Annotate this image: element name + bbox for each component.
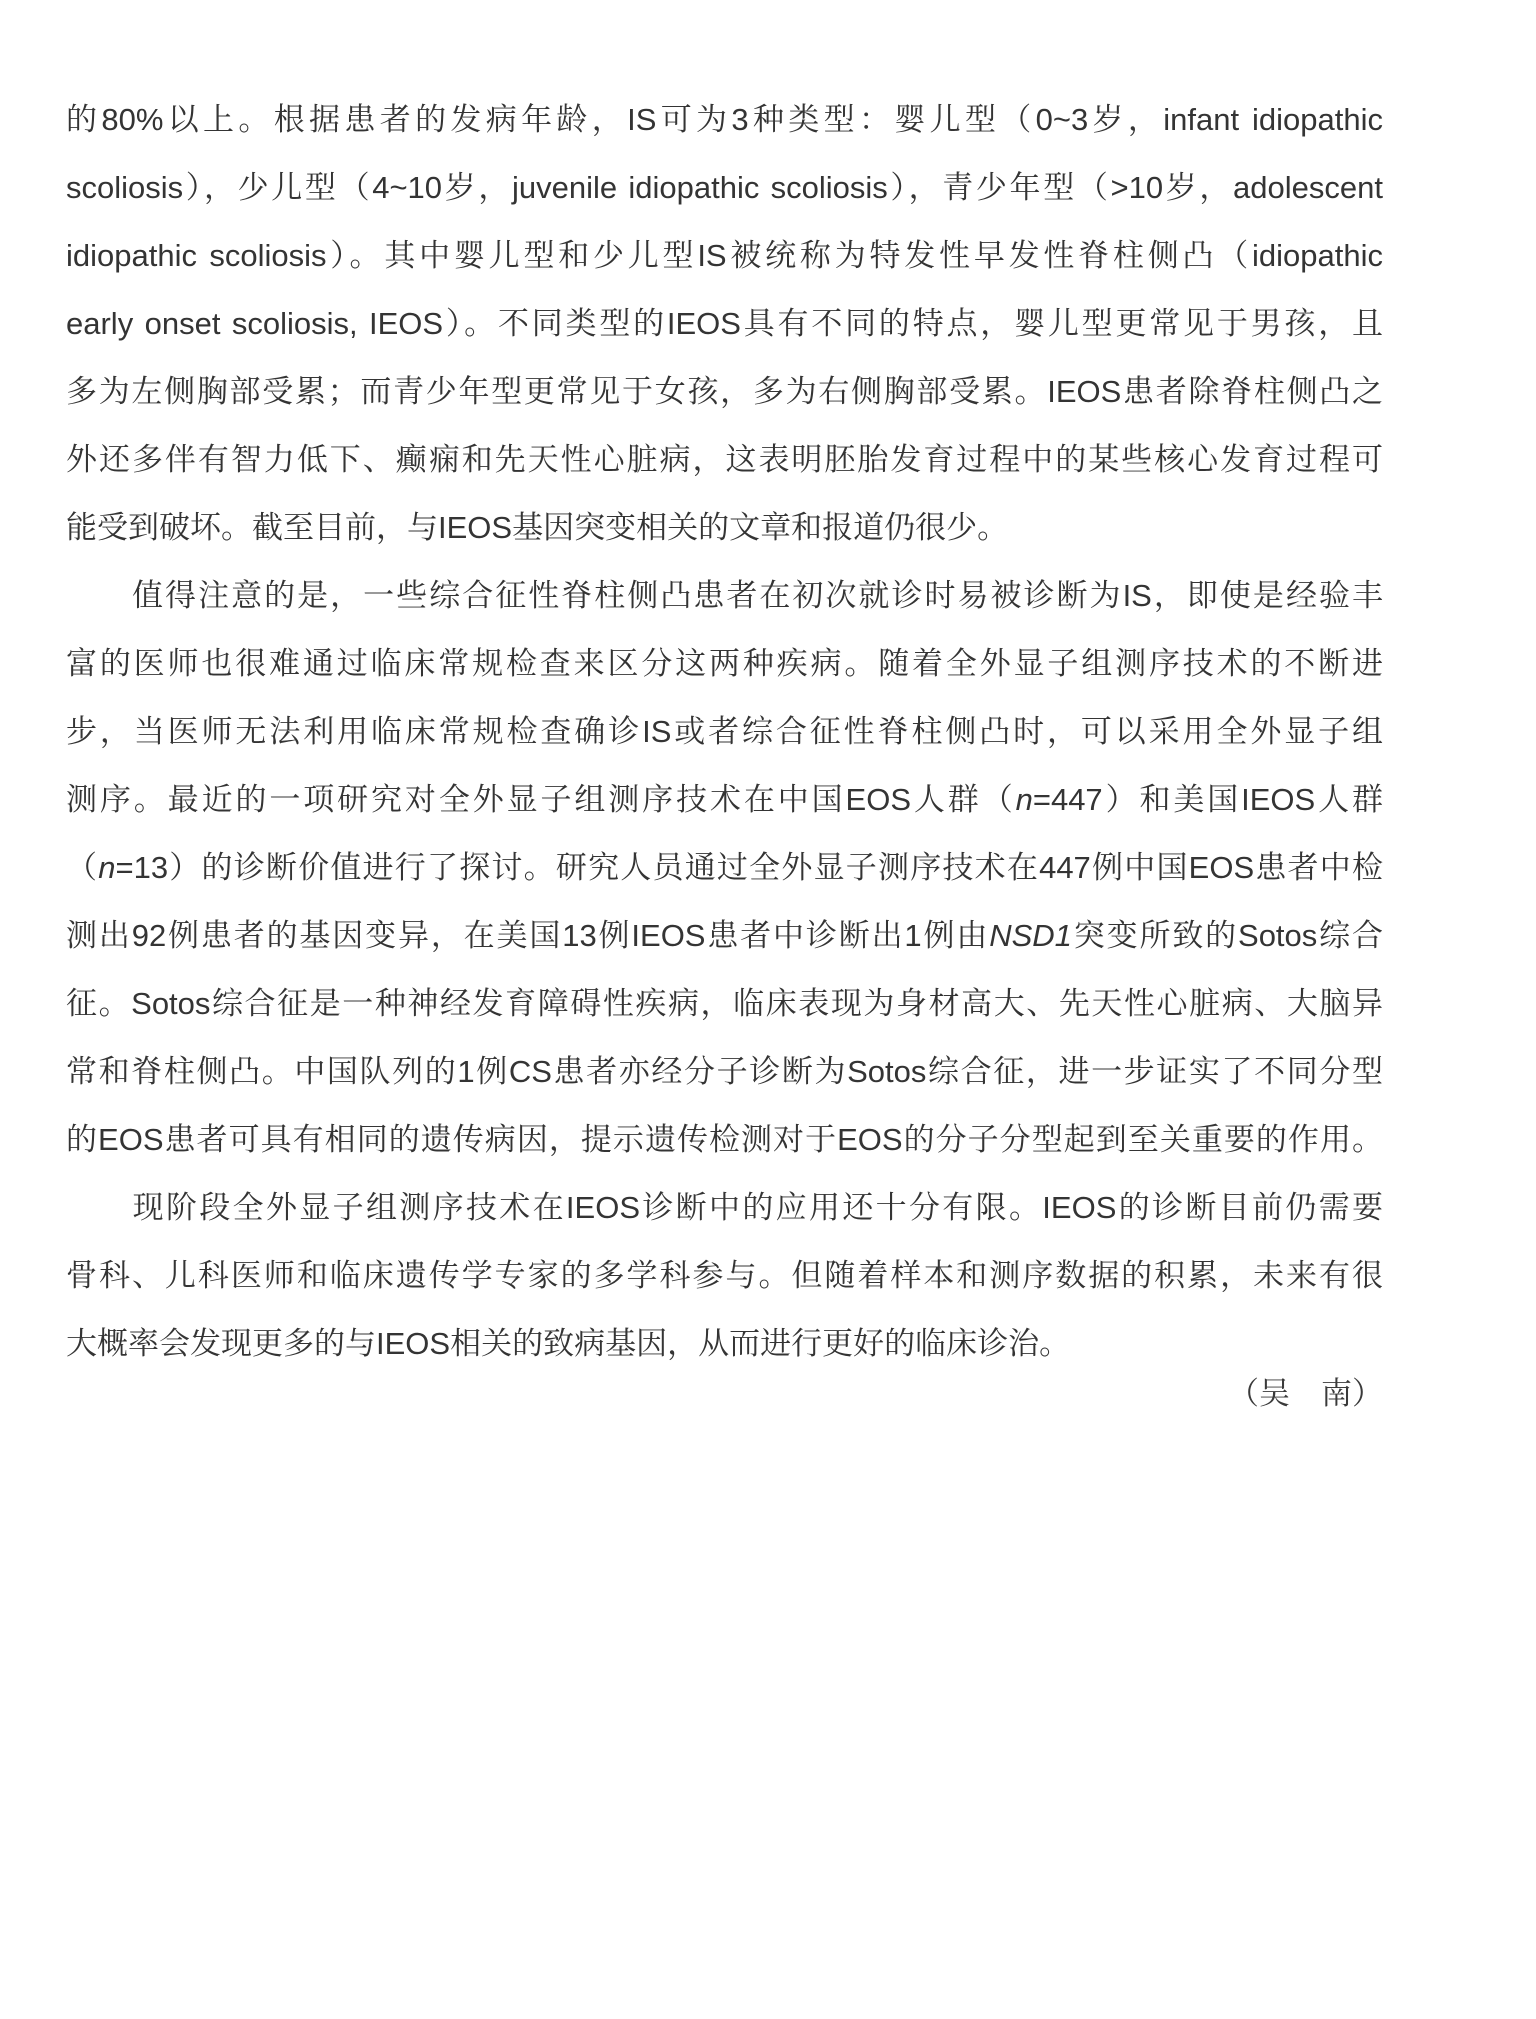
text-segment: 大概率会发现更多的与IEOS相关的致病基因，从而进行更好的临床诊治。: [66, 1326, 1071, 1361]
text-segment: 值得注意的是，一些综合征性脊柱侧凸患者在初次就诊时易被诊断为IS，即使是经验丰: [66, 578, 1383, 613]
text-segment: （: [66, 850, 99, 885]
paragraph-2: [66, 562, 1383, 1174]
text-segment: 能受到破坏。截至目前，与IEOS基因突变相关的文章和报道仍很少。: [66, 510, 1009, 545]
text-segment: idiopathic scoliosis）。其中婴儿型和少儿型IS被统称为特发性早发性脊柱侧凸（idiopathic: [66, 238, 1383, 273]
text-line: [66, 154, 1383, 222]
text-line: [66, 358, 1383, 426]
text-line: [66, 290, 1383, 358]
text-segment: 的EOS患者可具有相同的遗传病因，提示遗传检测对于EOS的分子分型起到至关重要的作用。: [66, 1122, 1383, 1157]
text-segment: 测序。最近的一项研究对全外显子组测序技术在中国EOS人群（: [66, 782, 1016, 817]
italic-term: NSD1: [989, 918, 1072, 953]
text-line: [66, 222, 1383, 290]
text-line: [66, 766, 1383, 834]
text-line: [66, 698, 1383, 766]
text-line: [66, 630, 1383, 698]
text-line: [66, 494, 1383, 562]
text-line: [66, 1174, 1383, 1242]
text-segment: =13）的诊断价值进行了探讨。研究人员通过全外显子测序技术在447例中国EOS患者中检: [115, 850, 1383, 885]
author-signature-line: [66, 1360, 1383, 1428]
text-segment: 测出92例患者的基因变异，在美国13例IEOS患者中诊断出1例由: [66, 918, 990, 953]
italic-term: n: [1015, 782, 1033, 817]
text-segment: scoliosis），少儿型（4~10岁，juvenile idiopathic scoliosis），青少年型（>10岁，adolescent: [66, 170, 1383, 205]
text-line: [66, 902, 1383, 970]
paragraph-1: [66, 86, 1383, 562]
text-line: [66, 834, 1383, 902]
italic-term: n: [98, 850, 116, 885]
text-segment: 的80%以上。根据患者的发病年龄，IS可为3种类型：婴儿型（0~3岁，infant idiopathic: [66, 102, 1383, 137]
text-segment: 多为左侧胸部受累；而青少年型更常见于女孩，多为右侧胸部受累。IEOS患者除脊柱侧凸之: [66, 374, 1383, 409]
text-line: [66, 426, 1383, 494]
text-segment: 征。Sotos综合征是一种神经发育障碍性疾病，临床表现为身材高大、先天性心脏病、大脑异: [66, 986, 1383, 1021]
text-segment: 外还多伴有智力低下、癫痫和先天性心脏病，这表明胚胎发育过程中的某些核心发育过程可: [66, 442, 1383, 477]
text-line: [66, 562, 1383, 630]
text-segment: 现阶段全外显子组测序技术在IEOS诊断中的应用还十分有限。IEOS的诊断目前仍需要: [66, 1190, 1383, 1225]
article-body: [66, 86, 1383, 1378]
text-line: [66, 1038, 1383, 1106]
text-segment: 突变所致的Sotos综合: [1071, 918, 1383, 953]
text-line: [66, 970, 1383, 1038]
text-line: [66, 1106, 1383, 1174]
text-line: [66, 1242, 1383, 1310]
text-segment: 富的医师也很难通过临床常规检查来区分这两种疾病。随着全外显子组测序技术的不断进: [66, 646, 1383, 681]
text-segment: 常和脊柱侧凸。中国队列的1例CS患者亦经分子诊断为Sotos综合征，进一步证实了不同分型: [66, 1054, 1383, 1089]
text-segment: 步，当医师无法利用临床常规检查确诊IS或者综合征性脊柱侧凸时，可以采用全外显子组: [66, 714, 1383, 749]
paragraph-3: [66, 1174, 1383, 1378]
text-segment: =447）和美国IEOS人群: [1032, 782, 1383, 817]
text-line: [66, 86, 1383, 154]
author-signature: （吴 南）: [1228, 1376, 1383, 1411]
text-segment: 骨科、儿科医师和临床遗传学专家的多学科参与。但随着样本和测序数据的积累，未来有很: [66, 1258, 1383, 1293]
text-segment: early onset scoliosis, IEOS）。不同类型的IEOS具有不同的特点，婴儿型更常见于男孩，且: [66, 306, 1383, 341]
